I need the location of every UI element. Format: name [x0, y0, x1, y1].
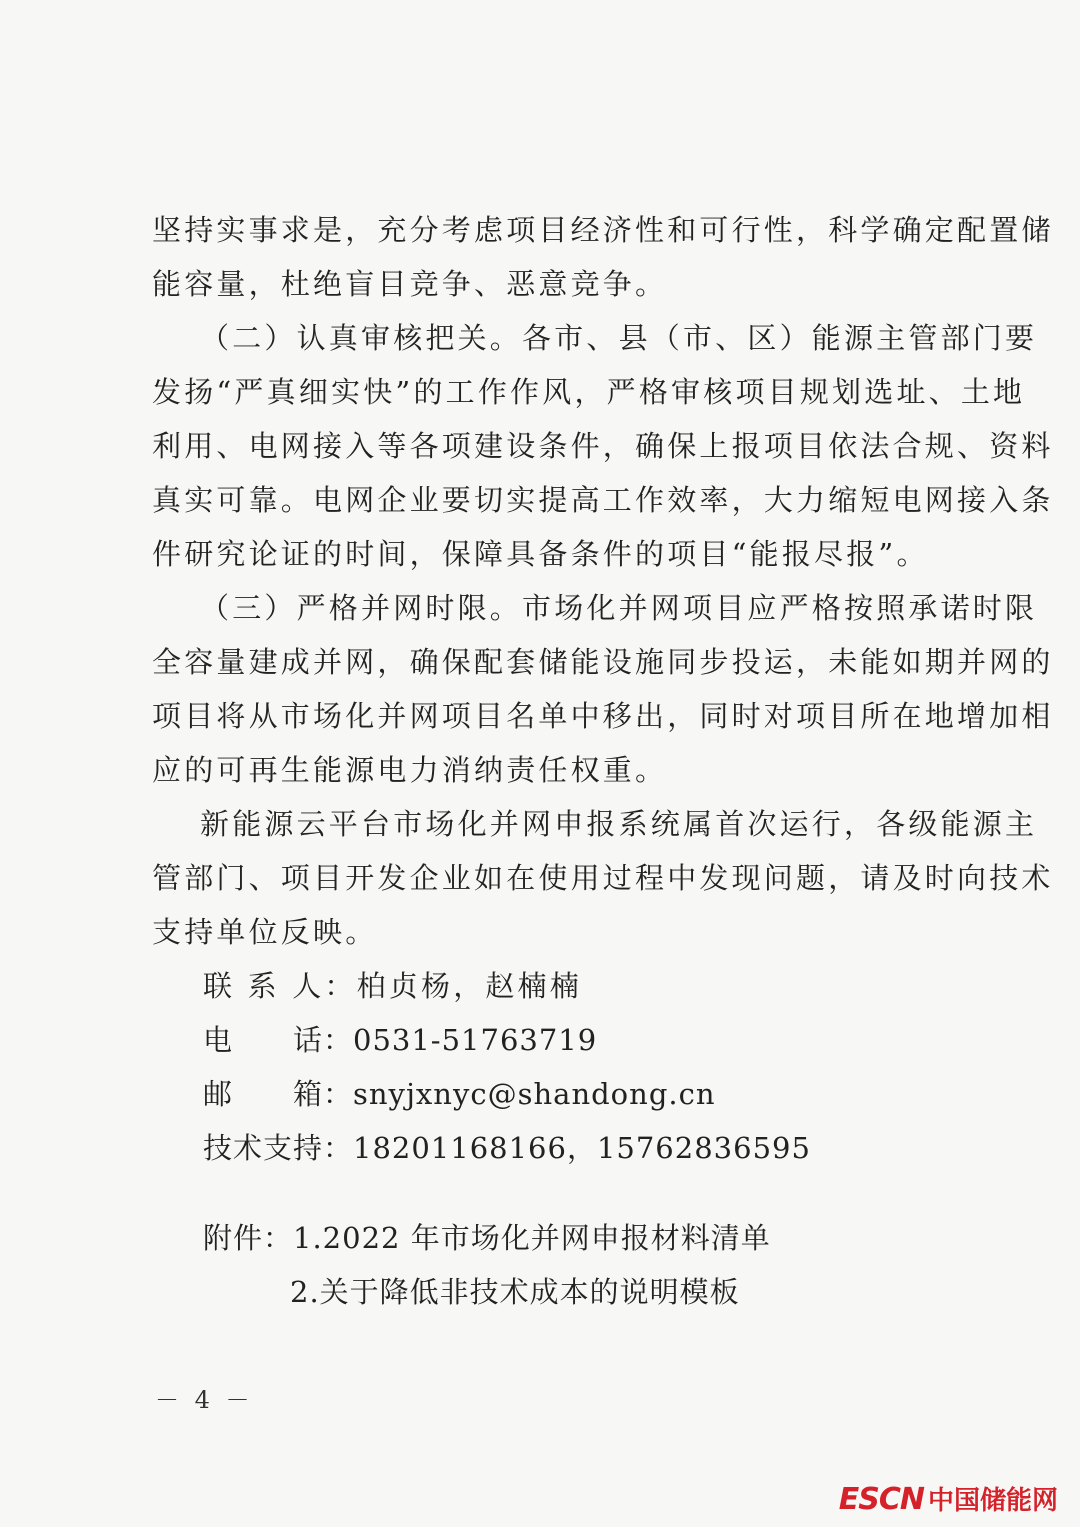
paragraph-line: 应的可再生能源电力消纳责任权重。: [152, 753, 668, 787]
paragraph-line: 真实可靠。电网企业要切实提高工作效率，大力缩短电网接入条: [152, 483, 1054, 517]
paragraph-line: 项目将从市场化并网项目名单中移出，同时对项目所在地增加相: [152, 699, 1054, 733]
paragraph-line: 利用、电网接入等各项建设条件，确保上报项目依法合规、资料: [152, 429, 1054, 463]
paragraph-line: 新能源云平台市场化并网申报系统属首次运行，各级能源主: [200, 807, 1038, 841]
contact-phone: 电 话：0531-51763719: [203, 1023, 598, 1057]
escn-watermark-logo: [839, 1480, 1058, 1517]
attachment-item-2: 2.关于降低非技术成本的说明模板: [290, 1275, 740, 1309]
paragraph-line: （二）认真审核把关。各市、县（市、区）能源主管部门要: [200, 321, 1038, 355]
paragraph-line: 支持单位反映。: [152, 915, 378, 949]
paragraph-line: 管部门、项目开发企业如在使用过程中发现问题，请及时向技术: [152, 861, 1054, 895]
contact-person: 联 系 人：柏贞杨，赵楠楠: [203, 969, 583, 1003]
watermark-latin: ESCN: [838, 1482, 924, 1517]
tech-support-phones: 技术支持：18201168166，15762836595: [203, 1131, 811, 1165]
paragraph-line: 能容量，杜绝盲目竞争、恶意竞争。: [152, 267, 668, 301]
paragraph-line: 发扬“严真细实快”的工作作风，严格审核项目规划选址、土地: [152, 375, 1026, 409]
paragraph-line: （三）严格并网时限。市场化并网项目应严格按照承诺时限: [200, 591, 1038, 625]
watermark-chinese: 中国储能网: [927, 1486, 1058, 1516]
page-number: － 4 －: [155, 1386, 254, 1414]
attachment-item-1: 附件：1.2022 年市场化并网申报材料清单: [203, 1221, 771, 1255]
paragraph-line: 坚持实事求是，充分考虑项目经济性和可行性，科学确定配置储: [152, 213, 1054, 247]
paragraph-line: 全容量建成并网，确保配套储能设施同步投运，未能如期并网的: [152, 645, 1054, 679]
contact-email: 邮 箱：snyjxnyc@shandong.cn: [203, 1077, 716, 1111]
paragraph-line: 件研究论证的时间，保障具备条件的项目“能报尽报”。: [152, 537, 929, 571]
